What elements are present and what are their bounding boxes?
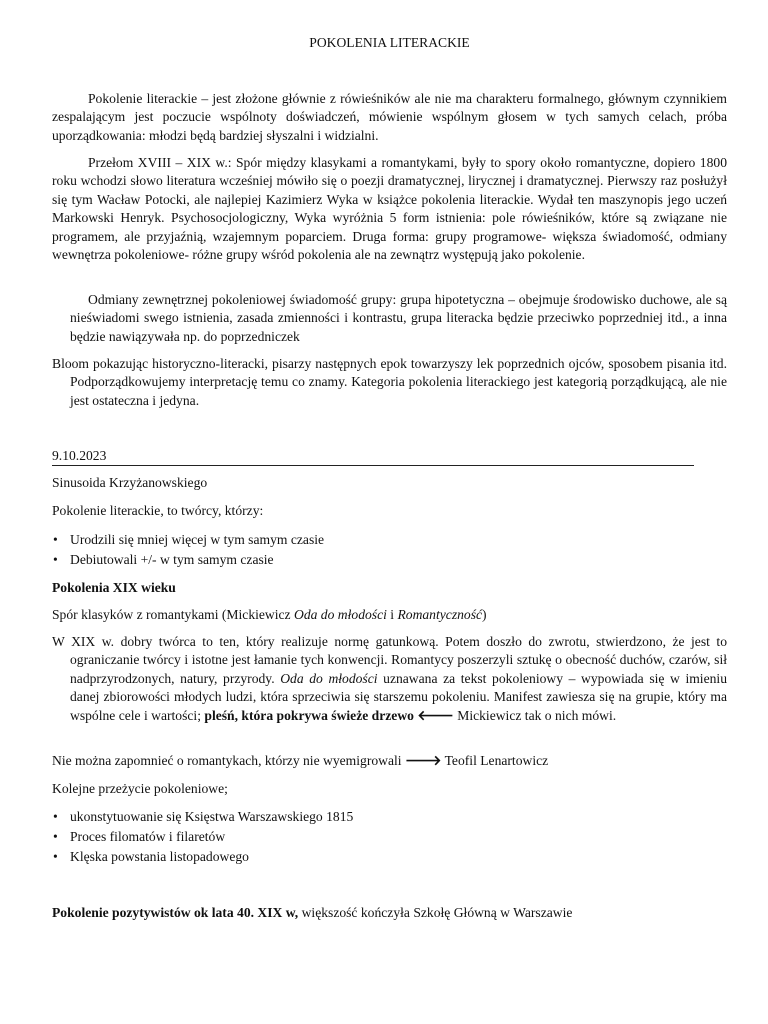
bullet-icon: • (53, 829, 58, 844)
date-text: 9.10.2023 (52, 448, 107, 463)
nie-mozna-line: Nie można zapomnieć o romantykach, którzy nie wyemigrowali 🡒 Teofil Lenartowicz (52, 753, 549, 768)
bullet-icon: • (53, 552, 58, 567)
bullet-icon: • (53, 809, 58, 824)
born-debut-list (52, 531, 324, 571)
arrow-left-icon: 🡐 (417, 707, 454, 723)
list-item: • Urodzili się mniej więcej w tym samym czasie (52, 531, 324, 551)
list-item: • Debiutowali +/- w tym samym czasie (52, 551, 324, 571)
kolejne-line: Kolejne przeżycie pokoleniowe; (52, 781, 228, 796)
bullet-icon: • (53, 849, 58, 864)
page-title: POKOLENIA LITERACKIE (309, 35, 470, 50)
paragraph-w-xix: W XIX w. dobry twórca to ten, który realizuje normę gatunkową. Potem doszło do zwrotu, stwierdzono, że jest to ograniczanie twórcy i istotne jest łamanie tych konwencji. Romantycy poszerzyli sztukę o obecność duchów, czarów, sił nadprzyrodzonych, natury, przyrody. Oda do młodości uznawana za tekst pokoleniowy – wypowiada się w imieniu danej zbiorowości młodych ludzi, która sprzeciwia się starszemu pokoleniu. Manifest zawiesza się na grupie, który ma wspólne cele i wartości; pleśń, która pokrywa świeże drzewo 🡐 Mickiewicz tak o nich mówi. (52, 634, 727, 723)
heading-pokolenia-xix: Pokolenia XIX wieku (52, 580, 176, 595)
paragraph-odmiany: Odmiany zewnętrznej pokoleniowej świadomość grupy: grupa hipotetyczna – obejmuje środowisko duchowe, ale są nieświadomi swego istnienia, zasada zmienności i kontrastu, grupa literacka będzie przeciwko poprzedniej itd., a inna będzie nawiązywała np. do poprzedniczek (70, 292, 727, 344)
list-item: • ukonstytuowanie się Księstwa Warszawskiego 1815 (52, 808, 353, 828)
list-item: • Klęska powstania listopadowego (52, 848, 353, 868)
sinusoida-line: Sinusoida Krzyżanowskiego (52, 475, 208, 490)
arrow-right-icon: 🡒 (404, 753, 442, 768)
list-item: • Proces filomatów i filaretów (52, 828, 353, 848)
paragraph-bloom: Bloom pokazując historyczno-literacki, pisarzy następnych epok towarzyszy lek poprzednich ojców, sposobem pisania itd. Podporządkowujemy interpretację temu co znamy. Kategoria pokolenia literackiego jest kategorią porządkującą, ale nie jest ostateczna i jedyna. (52, 356, 727, 408)
pozytywisci-line: Pokolenie pozytywistów ok lata 40. XIX w, większość kończyła Szkołę Główną w Warszawie (52, 905, 573, 920)
paragraph-pokolenie-literackie: Pokolenie literackie – jest złożone głównie z rówieśników ale nie ma charakteru formalnego, głównym czynnikiem zespalającym jest poczucie wspólnoty doświadczeń, mówienie wspólnym głosem w tych samych celach, próba uporządkowania: młodzi będą bardziej słyszalni i widzialni. (52, 91, 727, 143)
pokolenie-definition: Pokolenie literackie, to twórcy, którzy: (52, 503, 264, 518)
spor-line: Spór klasyków z romantykami (Mickiewicz Oda do młodości i Romantyczność) (52, 607, 487, 622)
date-line (52, 447, 694, 466)
paragraph-przelom: Przełom XVIII – XIX w.: Spór między klasykami a romantykami, były to spory około romantyczne, dopiero 1800 roku wchodzi słowo literatura wcześniej mówiło się o poezji dramatycznej, lirycznej i dramatycznej. Pierwszy raz posłużył się tym Wacław Potocki, ale najlepiej Kazimierz Wyka w książce pokolenia literackie. Wydał ten maszynopis jego uczeń Markowski Henryk. Psychosocjologiczny, Wyka wyróżnia 5 form istnienia: pole rówieśników, które są związane nie programem, ale przyjaźnią, wzajemnym poparciem. Druga forma: grupy programowe- większa świadomość, odmiany wewnętrza pokoleniowe- różne grupy wśród pokolenia ale na zewnątrz występują jako pokolenie. (52, 155, 727, 263)
pokoleniowe-events-list (52, 808, 353, 868)
bullet-icon: • (53, 532, 58, 547)
